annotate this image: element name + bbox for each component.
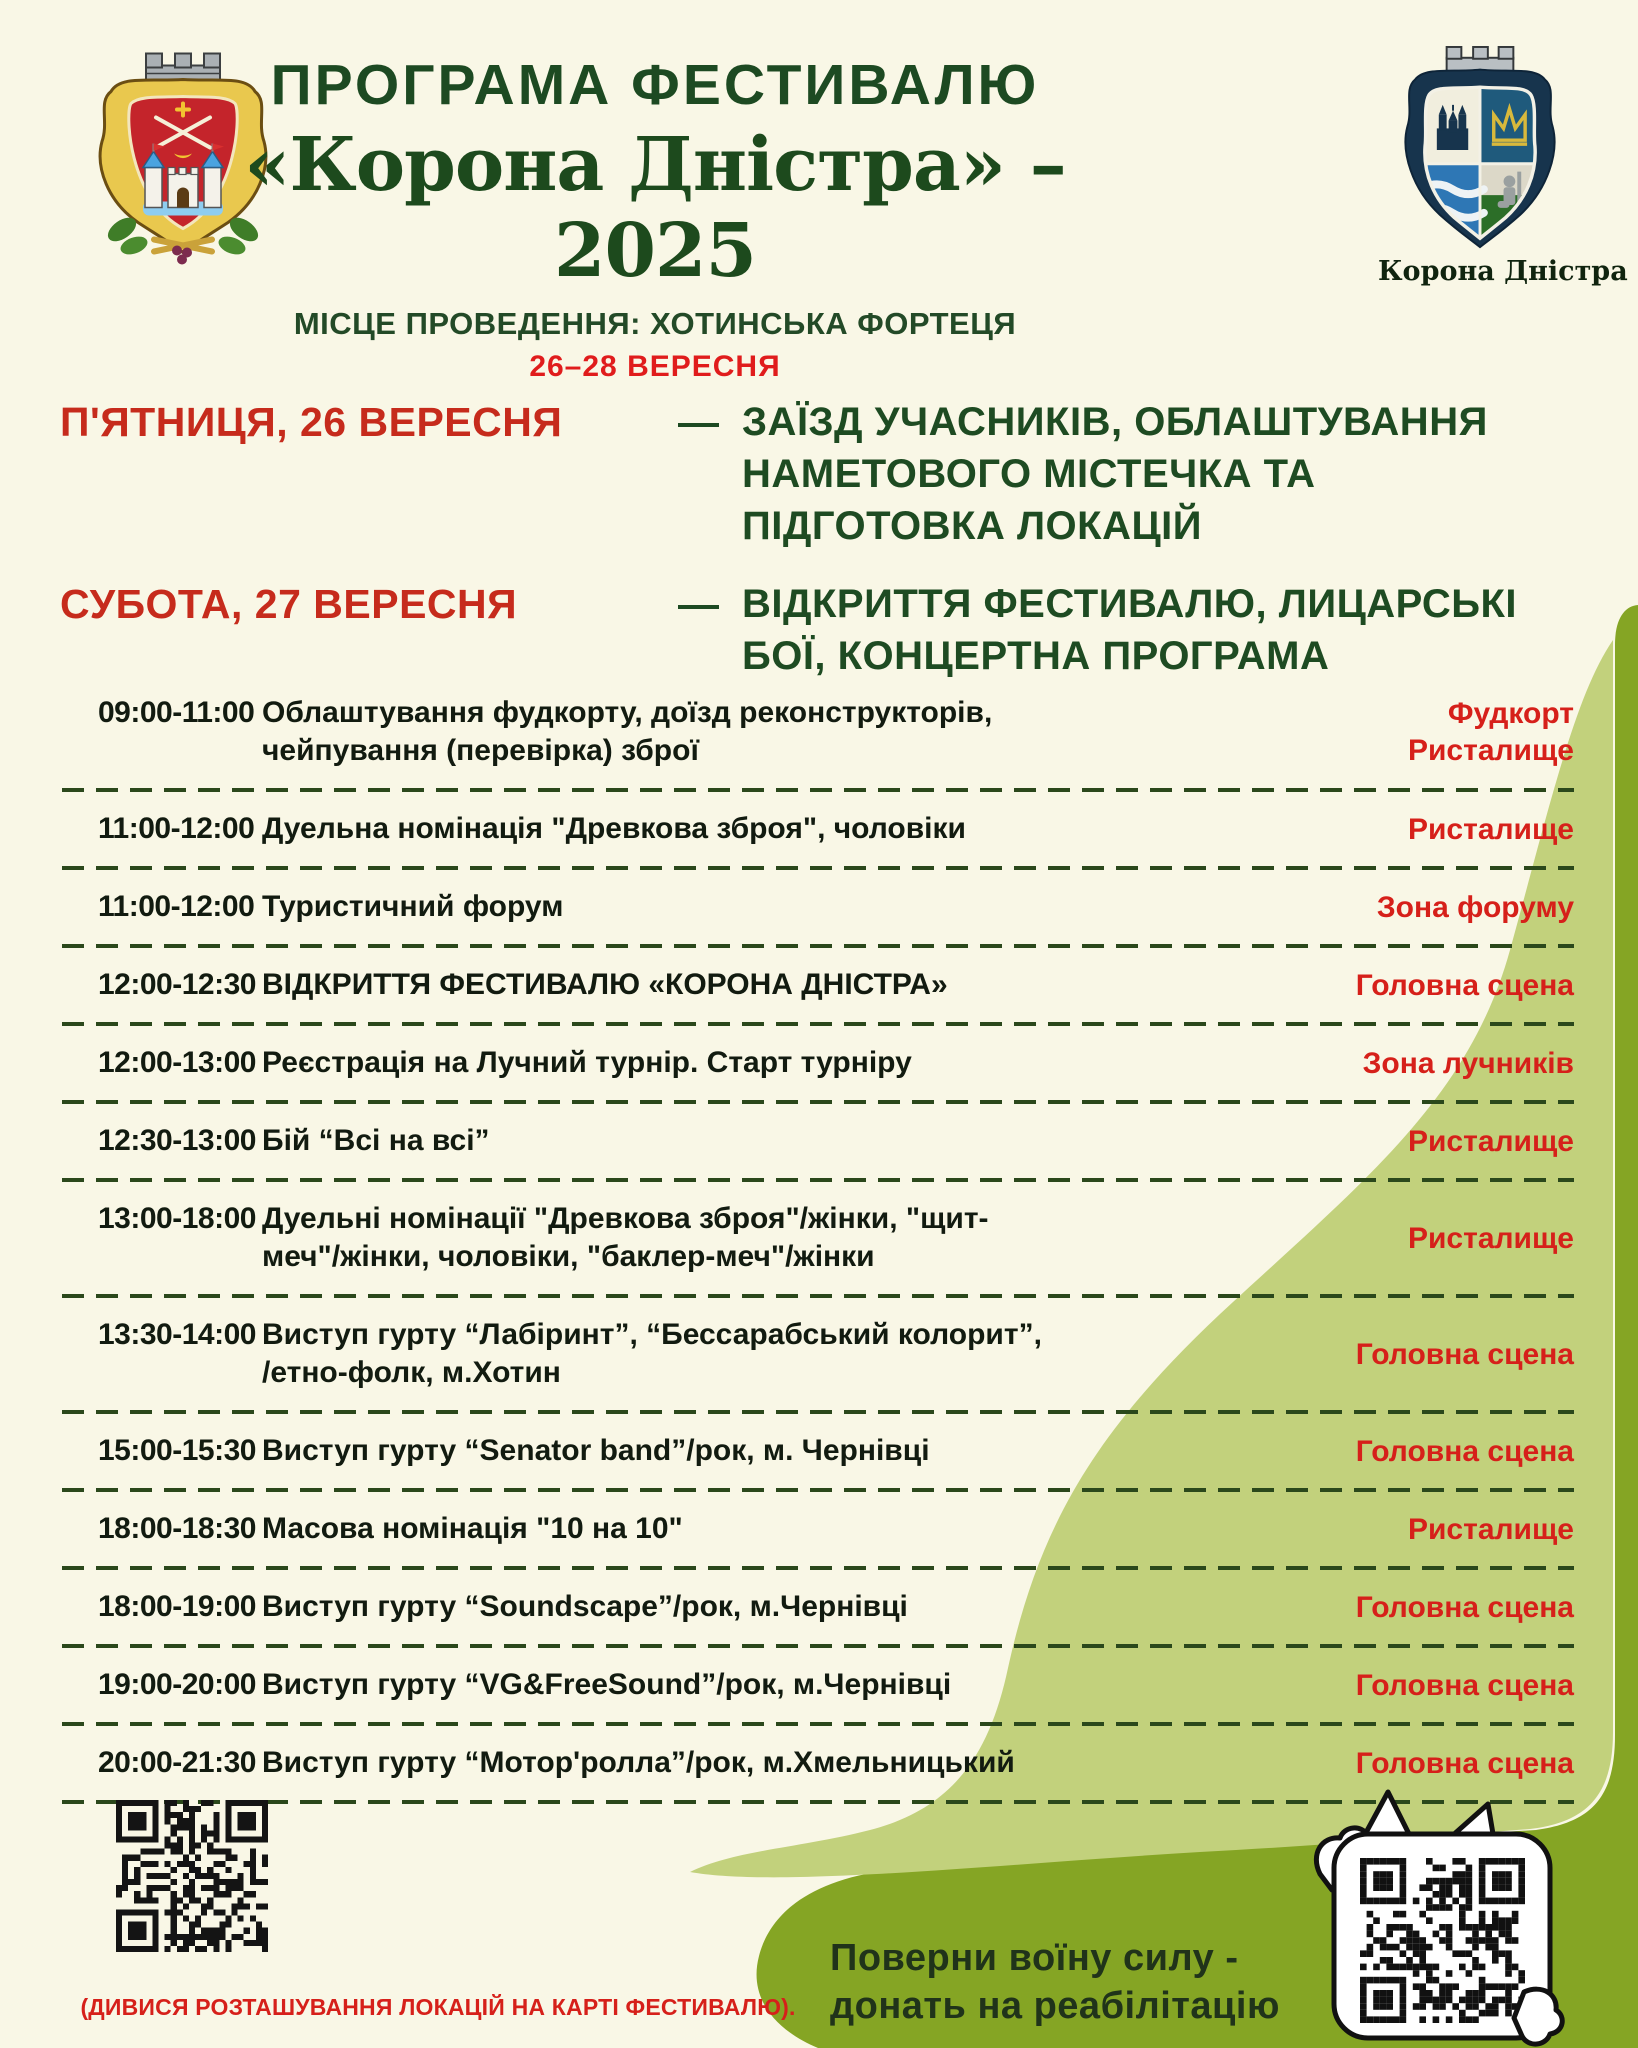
- event-time: 18:00-18:30: [98, 1512, 256, 1545]
- event-activity: Виступ гурту “Senator band”/рок, м. Чернівці: [262, 1434, 930, 1467]
- day-dash: —: [678, 399, 719, 445]
- event-time: 11:00-12:00: [98, 890, 255, 923]
- korona-dnistra-emblem: [1378, 46, 1628, 287]
- event-time: 11:00-12:00: [98, 812, 255, 845]
- event-activity: Дуельні номінації "Древкова зброя"/жінки, "щит-меч"/жінки, чоловіки, "баклер-меч"/жінки: [262, 1202, 989, 1273]
- schedule-row: [62, 1414, 1574, 1488]
- event-location: Ристалище: [1407, 1221, 1574, 1255]
- day-headers: [60, 396, 1584, 708]
- festival-name: «Корона Дністра» – 2025: [244, 122, 1066, 294]
- event-activity: Дуельна номінація "Древкова зброя", чоловіки: [262, 812, 966, 845]
- schedule-row: [62, 948, 1574, 1022]
- donation-text: [830, 1934, 1300, 2030]
- page-title: ПРОГРАМА ФЕСТИВАЛЮ: [270, 53, 1040, 117]
- event-location: Головна сцена: [1355, 1590, 1574, 1624]
- schedule-row: [62, 1298, 1574, 1410]
- schedule-row: [62, 676, 1574, 788]
- event-location: Ристалище: [1407, 1124, 1574, 1158]
- event-activity: Виступ гурту “Лабіринт”, “Бессарабський колорит”, /етно-фолк, м.Хотин: [262, 1318, 1042, 1389]
- event-activity: Туристичний форум: [262, 890, 564, 923]
- event-time: 12:00-13:00: [98, 1046, 256, 1079]
- venue-line: МІСЦЕ ПРОВЕДЕННЯ: ХОТИНСЬКА ФОРТЕЦЯ: [293, 306, 1017, 341]
- event-time: 12:00-12:30: [98, 968, 256, 1001]
- event-location: Головна сцена: [1355, 1746, 1574, 1780]
- event-location: Фудкорт Ристалище: [1407, 697, 1574, 767]
- event-time: 13:30-14:00: [98, 1318, 256, 1351]
- cat-paw-right-icon: [1514, 1989, 1562, 2044]
- emblem-caption: Корона Дністра: [1378, 256, 1628, 287]
- day-label: СУБОТА, 27 ВЕРЕСНЯ: [60, 581, 518, 627]
- schedule-row: [62, 1026, 1574, 1100]
- event-location: Зона форуму: [1376, 890, 1574, 924]
- mural-crown-icon: [146, 54, 220, 82]
- map-qr-code: [116, 1800, 268, 1952]
- event-time: 18:00-19:00: [98, 1590, 256, 1623]
- event-activity: Облаштування фудкорту, доїзд реконструкторів, чейпування (перевірка) зброї: [262, 696, 993, 767]
- schedule-row: [62, 1570, 1574, 1644]
- event-time: 19:00-20:00: [98, 1668, 256, 1701]
- event-location: Головна сцена: [1355, 1434, 1574, 1468]
- schedule-row: [62, 1104, 1574, 1178]
- schedule-row: [62, 792, 1574, 866]
- day-description: ЗАЇЗД УЧАСНИКІВ, ОБЛАШТУВАННЯ НАМЕТОВОГО МІСТЕЧКА ТА ПІДГОТОВКА ЛОКАЦІЙ: [742, 400, 1488, 548]
- event-activity: Бій “Всі на всі”: [262, 1124, 490, 1157]
- event-location: Головна сцена: [1355, 1337, 1574, 1371]
- event-time: 09:00-11:00: [98, 696, 255, 729]
- day-header: [60, 578, 1584, 682]
- event-location: Ристалище: [1407, 1512, 1574, 1546]
- schedule-row: [62, 1182, 1574, 1294]
- donation-line2: донать на реабілітацію: [830, 1985, 1280, 2027]
- schedule-row: [62, 1648, 1574, 1722]
- event-activity: Виступ гурту “Мотор'ролла”/рок, м.Хмельницький: [262, 1746, 1015, 1779]
- event-location: Головна сцена: [1355, 1668, 1574, 1702]
- day-dash: —: [678, 581, 719, 627]
- event-time: 13:00-18:00: [98, 1202, 256, 1235]
- schedule-row: [62, 1492, 1574, 1566]
- event-activity: Масова номінація "10 на 10": [262, 1512, 683, 1545]
- event-time: 15:00-15:30: [98, 1434, 256, 1467]
- event-location: Ристалище: [1407, 812, 1574, 846]
- poster-header: [240, 52, 1070, 384]
- event-activity: Виступ гурту “Soundscape”/рок, м.Чернівці: [262, 1590, 908, 1623]
- map-qr-caption: (ДИВИСЯ РОЗТАШУВАННЯ ЛОКАЦІЙ НА КАРТІ ФЕСТИВАЛЮ).: [80, 1994, 796, 2020]
- event-time: 20:00-21:30: [98, 1746, 256, 1779]
- event-location: Головна сцена: [1355, 968, 1574, 1002]
- day-label: П'ЯТНИЦЯ, 26 ВЕРЕСНЯ: [60, 399, 563, 445]
- day-header: [60, 396, 1584, 552]
- day-description: ВІДКРИТТЯ ФЕСТИВАЛЮ, ЛИЦАРСЬКІ БОЇ, КОНЦЕРТНА ПРОГРАМА: [742, 582, 1518, 678]
- schedule-row: [62, 870, 1574, 944]
- schedule-table: [62, 676, 1574, 1804]
- event-time: 12:30-13:00: [98, 1124, 256, 1157]
- donation-qr-card: [1292, 1778, 1592, 2048]
- event-activity: Виступ гурту “VG&FreeSound”/рок, м.Чернівці: [262, 1668, 952, 1701]
- event-activity: ВІДКРИТТЯ ФЕСТИВАЛЮ «КОРОНА ДНІСТРА»: [262, 968, 948, 1001]
- mural-crown-icon: [1447, 47, 1514, 72]
- event-activity: Реєстрація на Лучний турнір. Старт турніру: [262, 1046, 912, 1079]
- event-location: Зона лучників: [1362, 1046, 1574, 1080]
- donation-line1: Поверни воїну силу -: [830, 1937, 1239, 1979]
- dates-line: 26–28 ВЕРЕСНЯ: [529, 350, 781, 383]
